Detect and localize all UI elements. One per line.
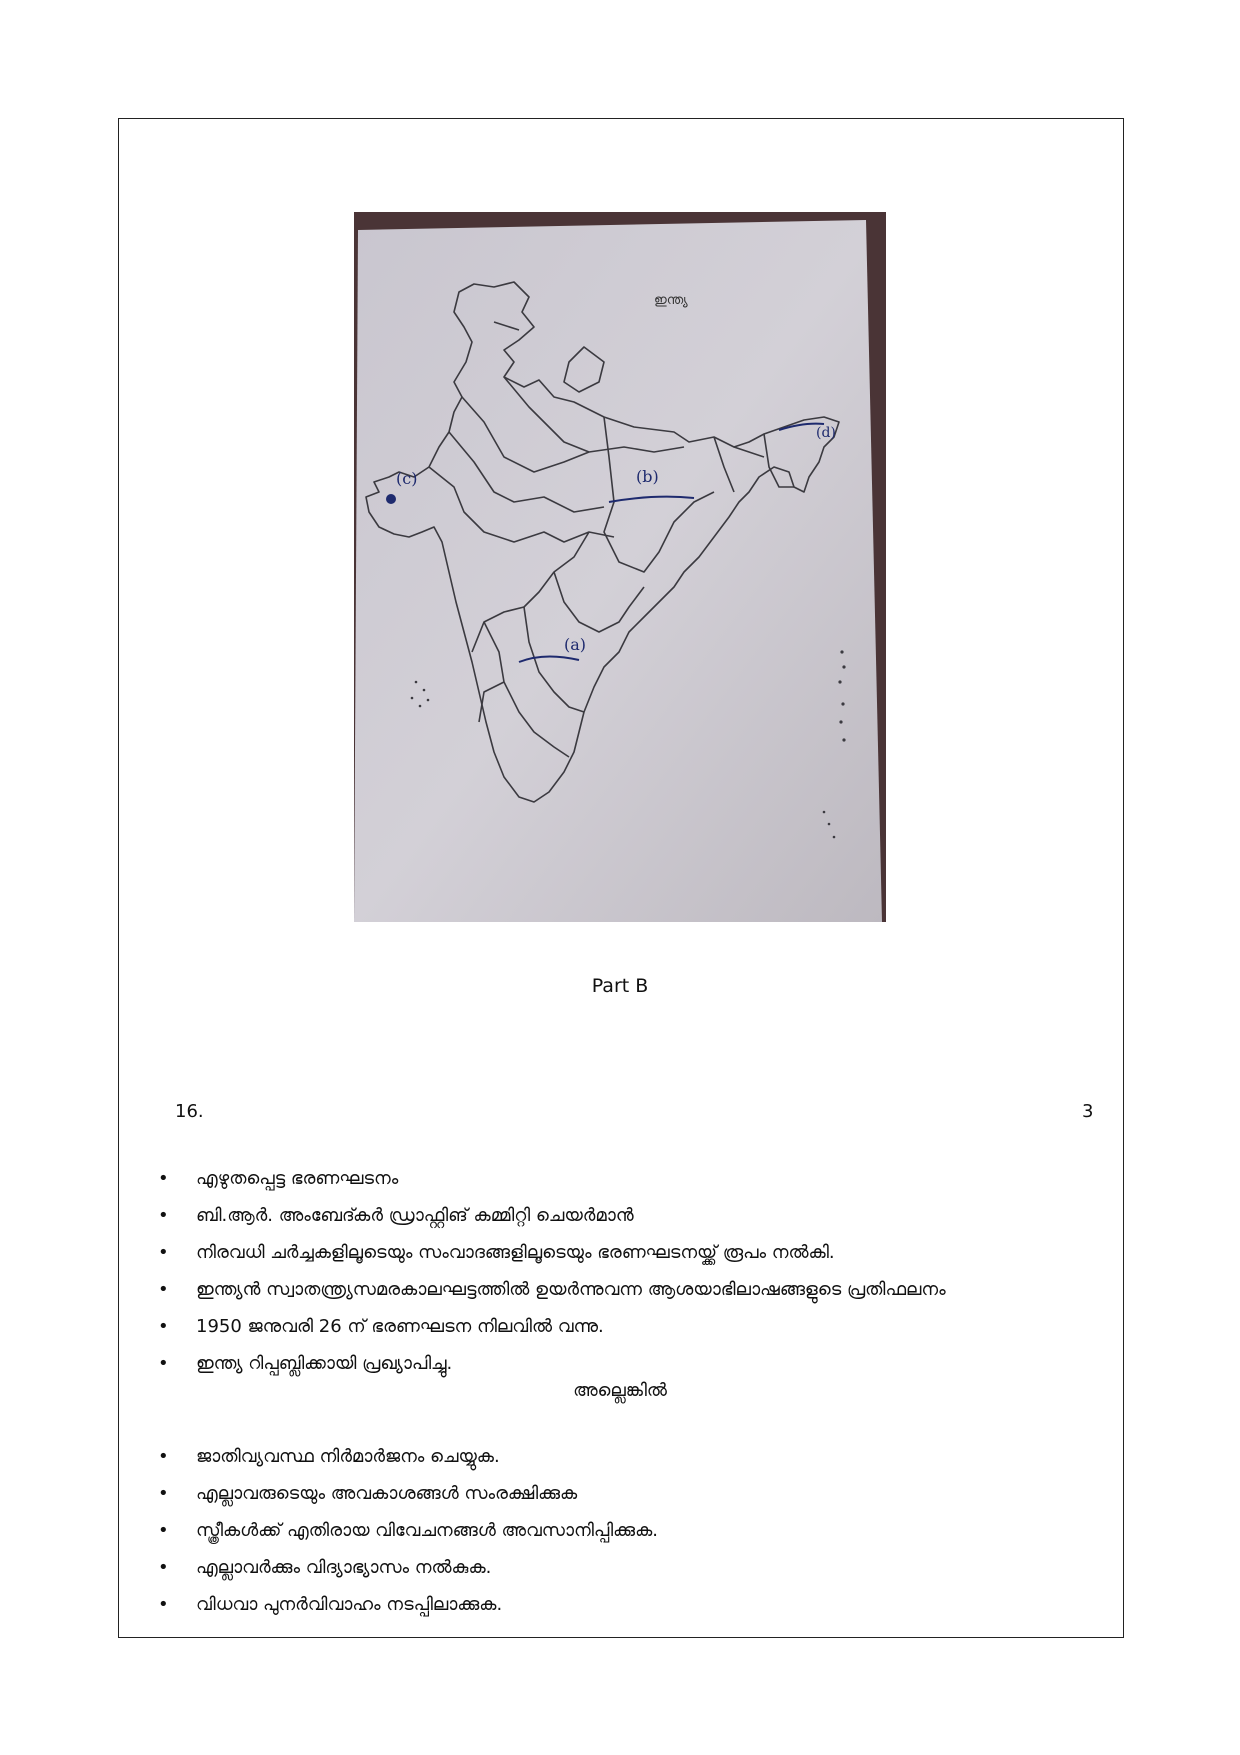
list-item: • എഴുതപ്പെട്ട ഭരണഘടനം (158, 1168, 399, 1189)
list-item: • ജാതിവ്യവസ്ഥ നിർമാർജനം ചെയ്യുക. (158, 1446, 500, 1467)
question-number: 16. (175, 1101, 204, 1122)
or-label: അല്ലെങ്കിൽ (573, 1380, 667, 1401)
answer-list (158, 1160, 946, 1382)
list-item: • വിധവാ പുനർവിവാഹം നടപ്പിലാക്കുക. (158, 1594, 503, 1615)
map-label-b: (b) (636, 467, 659, 486)
india-map-photo (354, 212, 886, 922)
map-label-d: (d) (816, 425, 836, 441)
section-title: Part B (591, 975, 649, 997)
list-item: • എല്ലാവർക്കും വിദ്യാഭ്യാസം നൽകുക. (158, 1557, 492, 1578)
alternative-answer-list (158, 1438, 658, 1623)
marker-dot (386, 494, 396, 504)
list-item: • 1950 ജനുവരി 26 ന് ഭരണഘടന നിലവിൽ വന്നു. (158, 1316, 604, 1337)
list-item: • ഇന്ത്യൻ സ്വാതന്ത്ര്യസമരകാലഘട്ടത്തിൽ ഉയർന്നുവന്ന ആശയാഭിലാഷങ്ങളുടെ പ്രതിഫലനം (158, 1279, 946, 1300)
map-title: ഇന്ത്യ (654, 293, 688, 308)
map-label-c: (c) (396, 469, 418, 488)
list-item: • നിരവധി ചർച്ചകളിലൂടെയും സംവാദങ്ങളിലൂടെയും ഭരണഘടനയ്ക്ക് രൂപം നൽകി. (158, 1242, 835, 1263)
list-item: • ഇന്ത്യ റിപ്പബ്ലിക്കായി പ്രഖ്യാപിച്ചു. (158, 1353, 453, 1374)
map-label-a: (a) (564, 635, 587, 654)
list-item: • എല്ലാവരുടെയും അവകാശങ്ങൾ സംരക്ഷിക്കുക (158, 1483, 578, 1504)
question-marks: 3 (1082, 1101, 1094, 1122)
list-item: • സ്ത്രീകൾക്ക് എതിരായ വിവേചനങ്ങൾ അവസാനിപ്പിക്കുക. (158, 1520, 658, 1541)
list-item: • ബി.ആർ. അംബേദ്കർ ഡ്രാഫ്റ്റിങ് കമ്മിറ്റി ചെയർമാൻ (158, 1205, 634, 1226)
